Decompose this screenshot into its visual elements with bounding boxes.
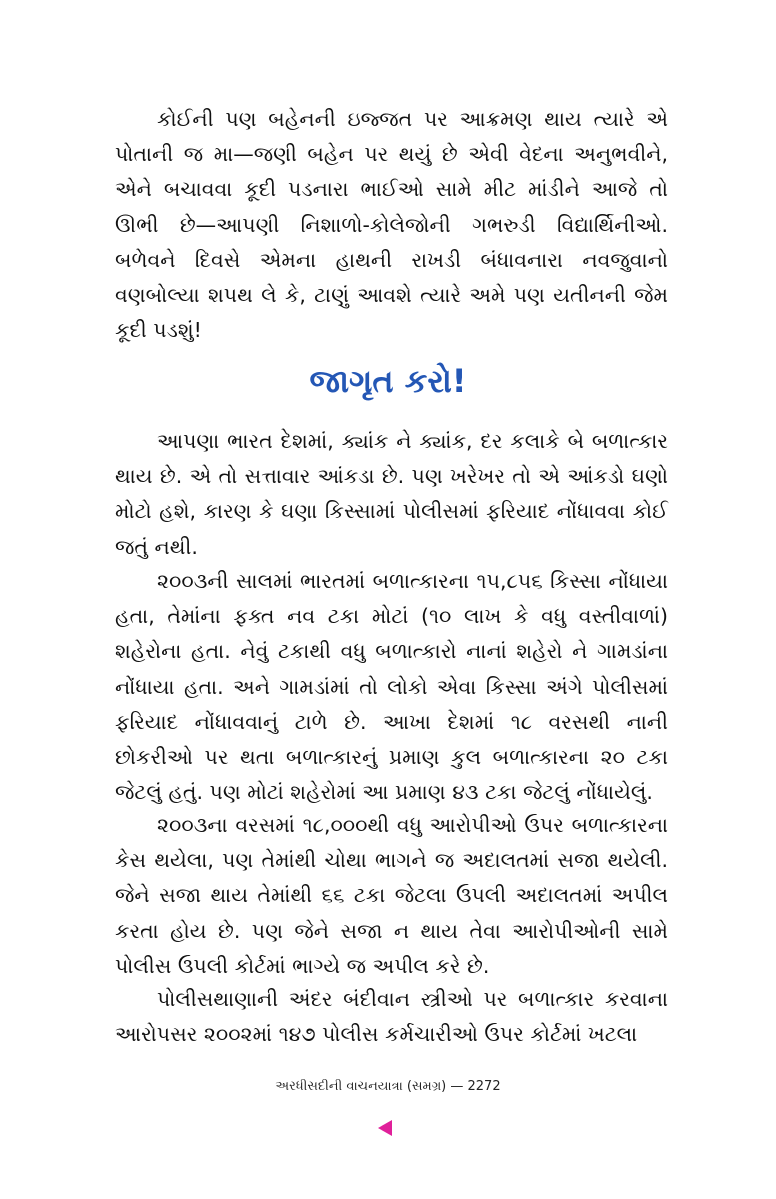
section-heading: જાગૃત કરો!	[309, 362, 467, 400]
page-footer: અરધીસદીની વાચનયાત્રા (સમગ્ર) — 2272	[275, 1079, 501, 1094]
previous-page-arrow-icon[interactable]	[378, 1120, 392, 1136]
paragraph-police-custody: પોલીસથાણાની અંદર બંદીવાન સ્ત્રીઓ પર બળાત્કાર કરવાના આરોપસર ૨૦૦૨માં ૧૪૭ પોલીસ કર્મચારીઓ ઉપર કોર્ટમાં ખટલા	[115, 987, 668, 1047]
paragraph-statistics: આપણા ભારત દેશમાં, ક્યાંક ને ક્યાંક, દર કલાકે બે બળાત્કાર થાય છે. એ તો સત્તાવાર આંકડા છે. પણ ખરેખર તો એ આંકડો ઘણો મોટો હશે, કારણ કે ઘણા કિસ્સામાં પોલીસમાં ફરિયાદ નોંધાવવા કોઈ જતું નથી.	[115, 429, 668, 559]
paragraph-2003-data: ૨૦૦૩ની સાલમાં ભારતમાં બળાત્કારના ૧૫,૮૫૬ કિસ્સા નોંધાયા હતા, તેમાંના ફક્ત નવ ટકા મોટાં (૧૦ લાખ કે વધુ વસ્તીવાળાં) શહેરોના હતા. નેવું ટકાથી વધુ બળાત્કારો નાનાં શહેરો ને ગામડાંના નોંધાયા હતા. અને ગામડાંમાં તો લોકો એવા કિસ્સા અંગે પોલીસમાં ફરિયાદ નોંધાવવાનું ટાળે છે. આખા દેશમાં ૧૮ વરસથી નાની છોકરીઓ પર થતા બળાત્કારનું પ્રમાણ કુલ બળાત્કારના ૨૦ ટકા જેટલું હતું. પણ મોટાં શહેરોમાં આ પ્રમાણ ૪૩ ટકા જેટલું નોંધાયેલું.	[115, 569, 668, 805]
paragraph-intro: કોઈની પણ બહેનની ઇજ્જત પર આક્રમણ થાય ત્યારે એ પોતાની જ મા—જણી બહેન પર થયું છે એવી વેદના અનુભવીને, એને બચાવવા કૂદી પડનારા ભાઈઓ સામે મીટ માંડીને આજે તો ઊભી છે—આપણી નિશાળો-કોલેજોની ગભરુડી વિદ્યાર્થિનીઓ. બળેવને દિવસે એમના હાથની રાખડી બંધાવનારા નવજુવાનો વણબોલ્યા શપથ લે કે, ટાણું આવશે ત્યારે અમે પણ યતીનની જેમ કૂદી પડશું!	[115, 107, 668, 343]
paragraph-court-cases: ૨૦૦૩ના વરસમાં ૧૮,૦૦૦થી વધુ આરોપીઓ ઉપર બળાત્કારના કેસ થયેલા, પણ તેમાંથી ચોથા ભાગને જ અદાલતમાં સજા થયેલી. જેને સજા થાય તેમાંથી ૬૬ ટકા જેટલા ઉપલી અદાલતમાં અપીલ કરતા હોય છે. પણ જેને સજા ન થાય તેવા આરોપીઓની સામે પોલીસ ઉપલી કોર્ટમાં ભાગ્યે જ અપીલ કરે છે.	[115, 813, 668, 978]
